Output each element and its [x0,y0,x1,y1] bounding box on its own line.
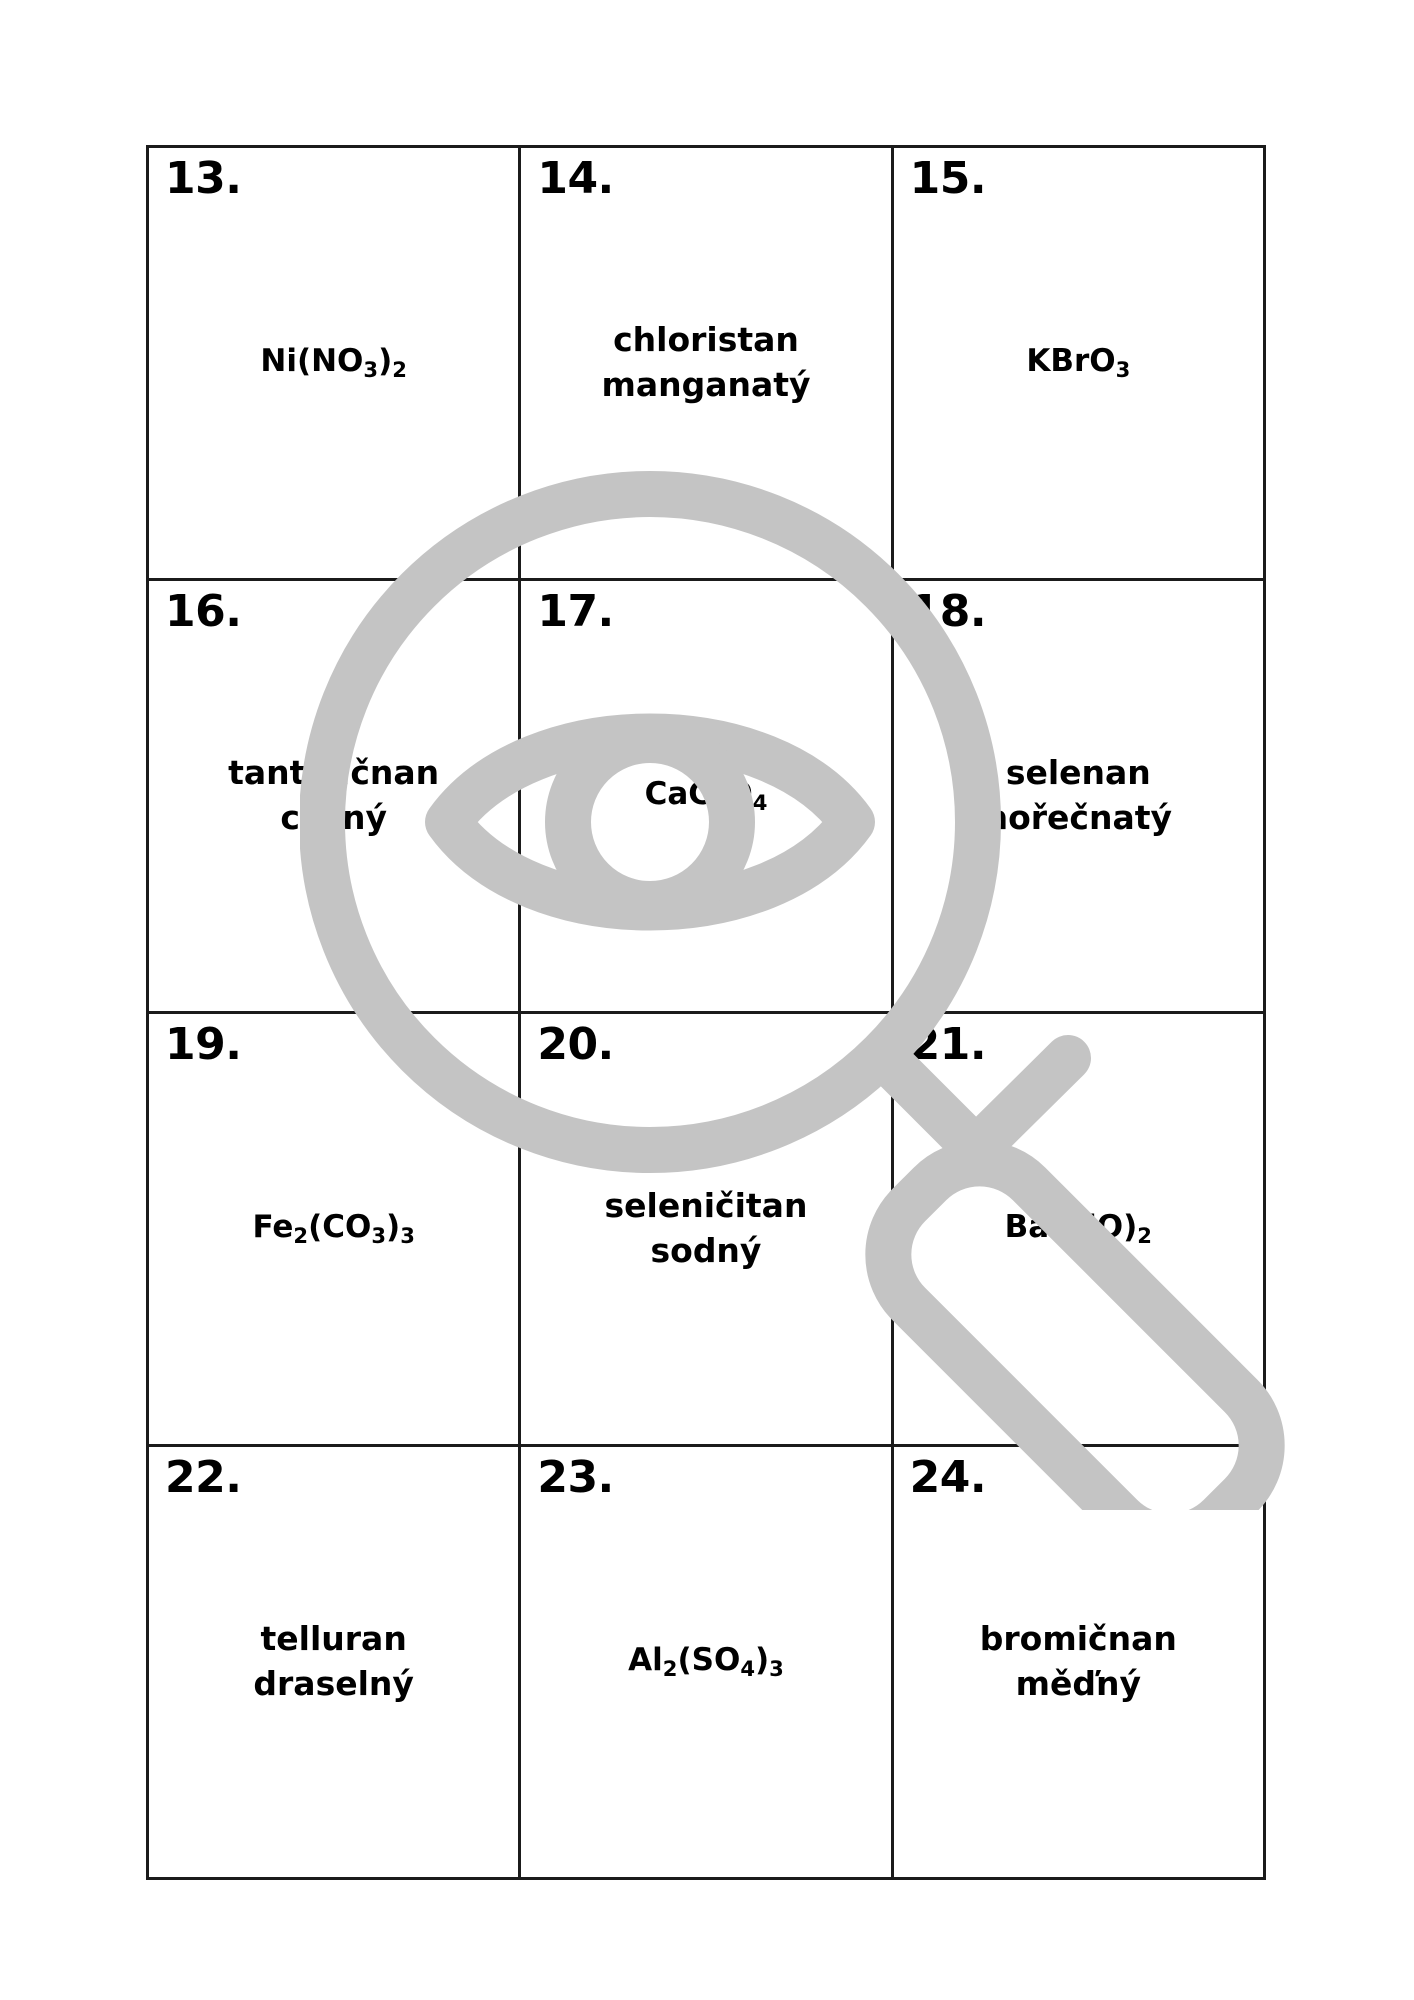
card-content: $Ni(NO_3)_2$ [260,343,407,383]
card-cell-21 [892,1013,1264,1446]
card-number: 22. [165,1452,242,1503]
card-cell-13 [148,147,520,580]
card-cell-16 [148,580,520,1013]
card-body [521,581,890,1011]
card-cell-19 [148,1013,520,1446]
card-cell-20 [520,1013,892,1446]
card-number: 23. [537,1452,614,1503]
card-number: 14. [537,153,614,204]
grid-row [148,1446,1265,1879]
card-number: 15. [909,153,987,204]
card-content: telluran draselný [253,1619,414,1703]
card-content: $Ba(ClO)_2$ [1004,1209,1152,1249]
card-body [894,1014,1263,1444]
card-content: tantaličnan cesný [228,753,440,837]
card-number: 24. [909,1452,987,1503]
worksheet-sheet [146,145,1266,1865]
card-number: 21. [909,1019,987,1070]
card-body [149,1014,518,1444]
card-number: 13. [165,153,242,204]
card-body [894,1447,1263,1877]
card-body [149,1447,518,1877]
card-cell-22 [148,1446,520,1879]
card-grid [146,145,1266,1880]
card-number: 20. [537,1019,614,1070]
card-content: seleničitan sodný [604,1186,808,1270]
card-number: 17. [537,586,614,637]
card-content: CaCrO$_4$ [644,776,768,816]
card-cell-14 [520,147,892,580]
card-content: $Al_2(SO_4)_3$ [628,1642,784,1682]
grid-row [148,147,1265,580]
card-body [521,148,890,578]
grid-row [148,580,1265,1013]
card-number: 16. [165,586,242,637]
card-body [894,148,1263,578]
grid-row [148,1013,1265,1446]
card-content: KBrO$_3$ [1026,343,1131,383]
card-body [894,581,1263,1011]
card-number: 18. [909,586,987,637]
card-number: 19. [165,1019,242,1070]
card-content: bromičnan měďný [979,1619,1177,1703]
card-body [149,148,518,578]
card-cell-23 [520,1446,892,1879]
card-cell-18 [892,580,1264,1013]
card-content: $Fe_2(CO_3)_3$ [252,1209,415,1249]
card-body [149,581,518,1011]
card-cell-24 [892,1446,1264,1879]
card-content: chloristan manganatý [601,320,811,404]
card-body [521,1447,890,1877]
card-cell-17 [520,580,892,1013]
card-cell-15 [892,147,1264,580]
card-content: selenan hořečnatý [984,753,1173,837]
card-body [521,1014,890,1444]
